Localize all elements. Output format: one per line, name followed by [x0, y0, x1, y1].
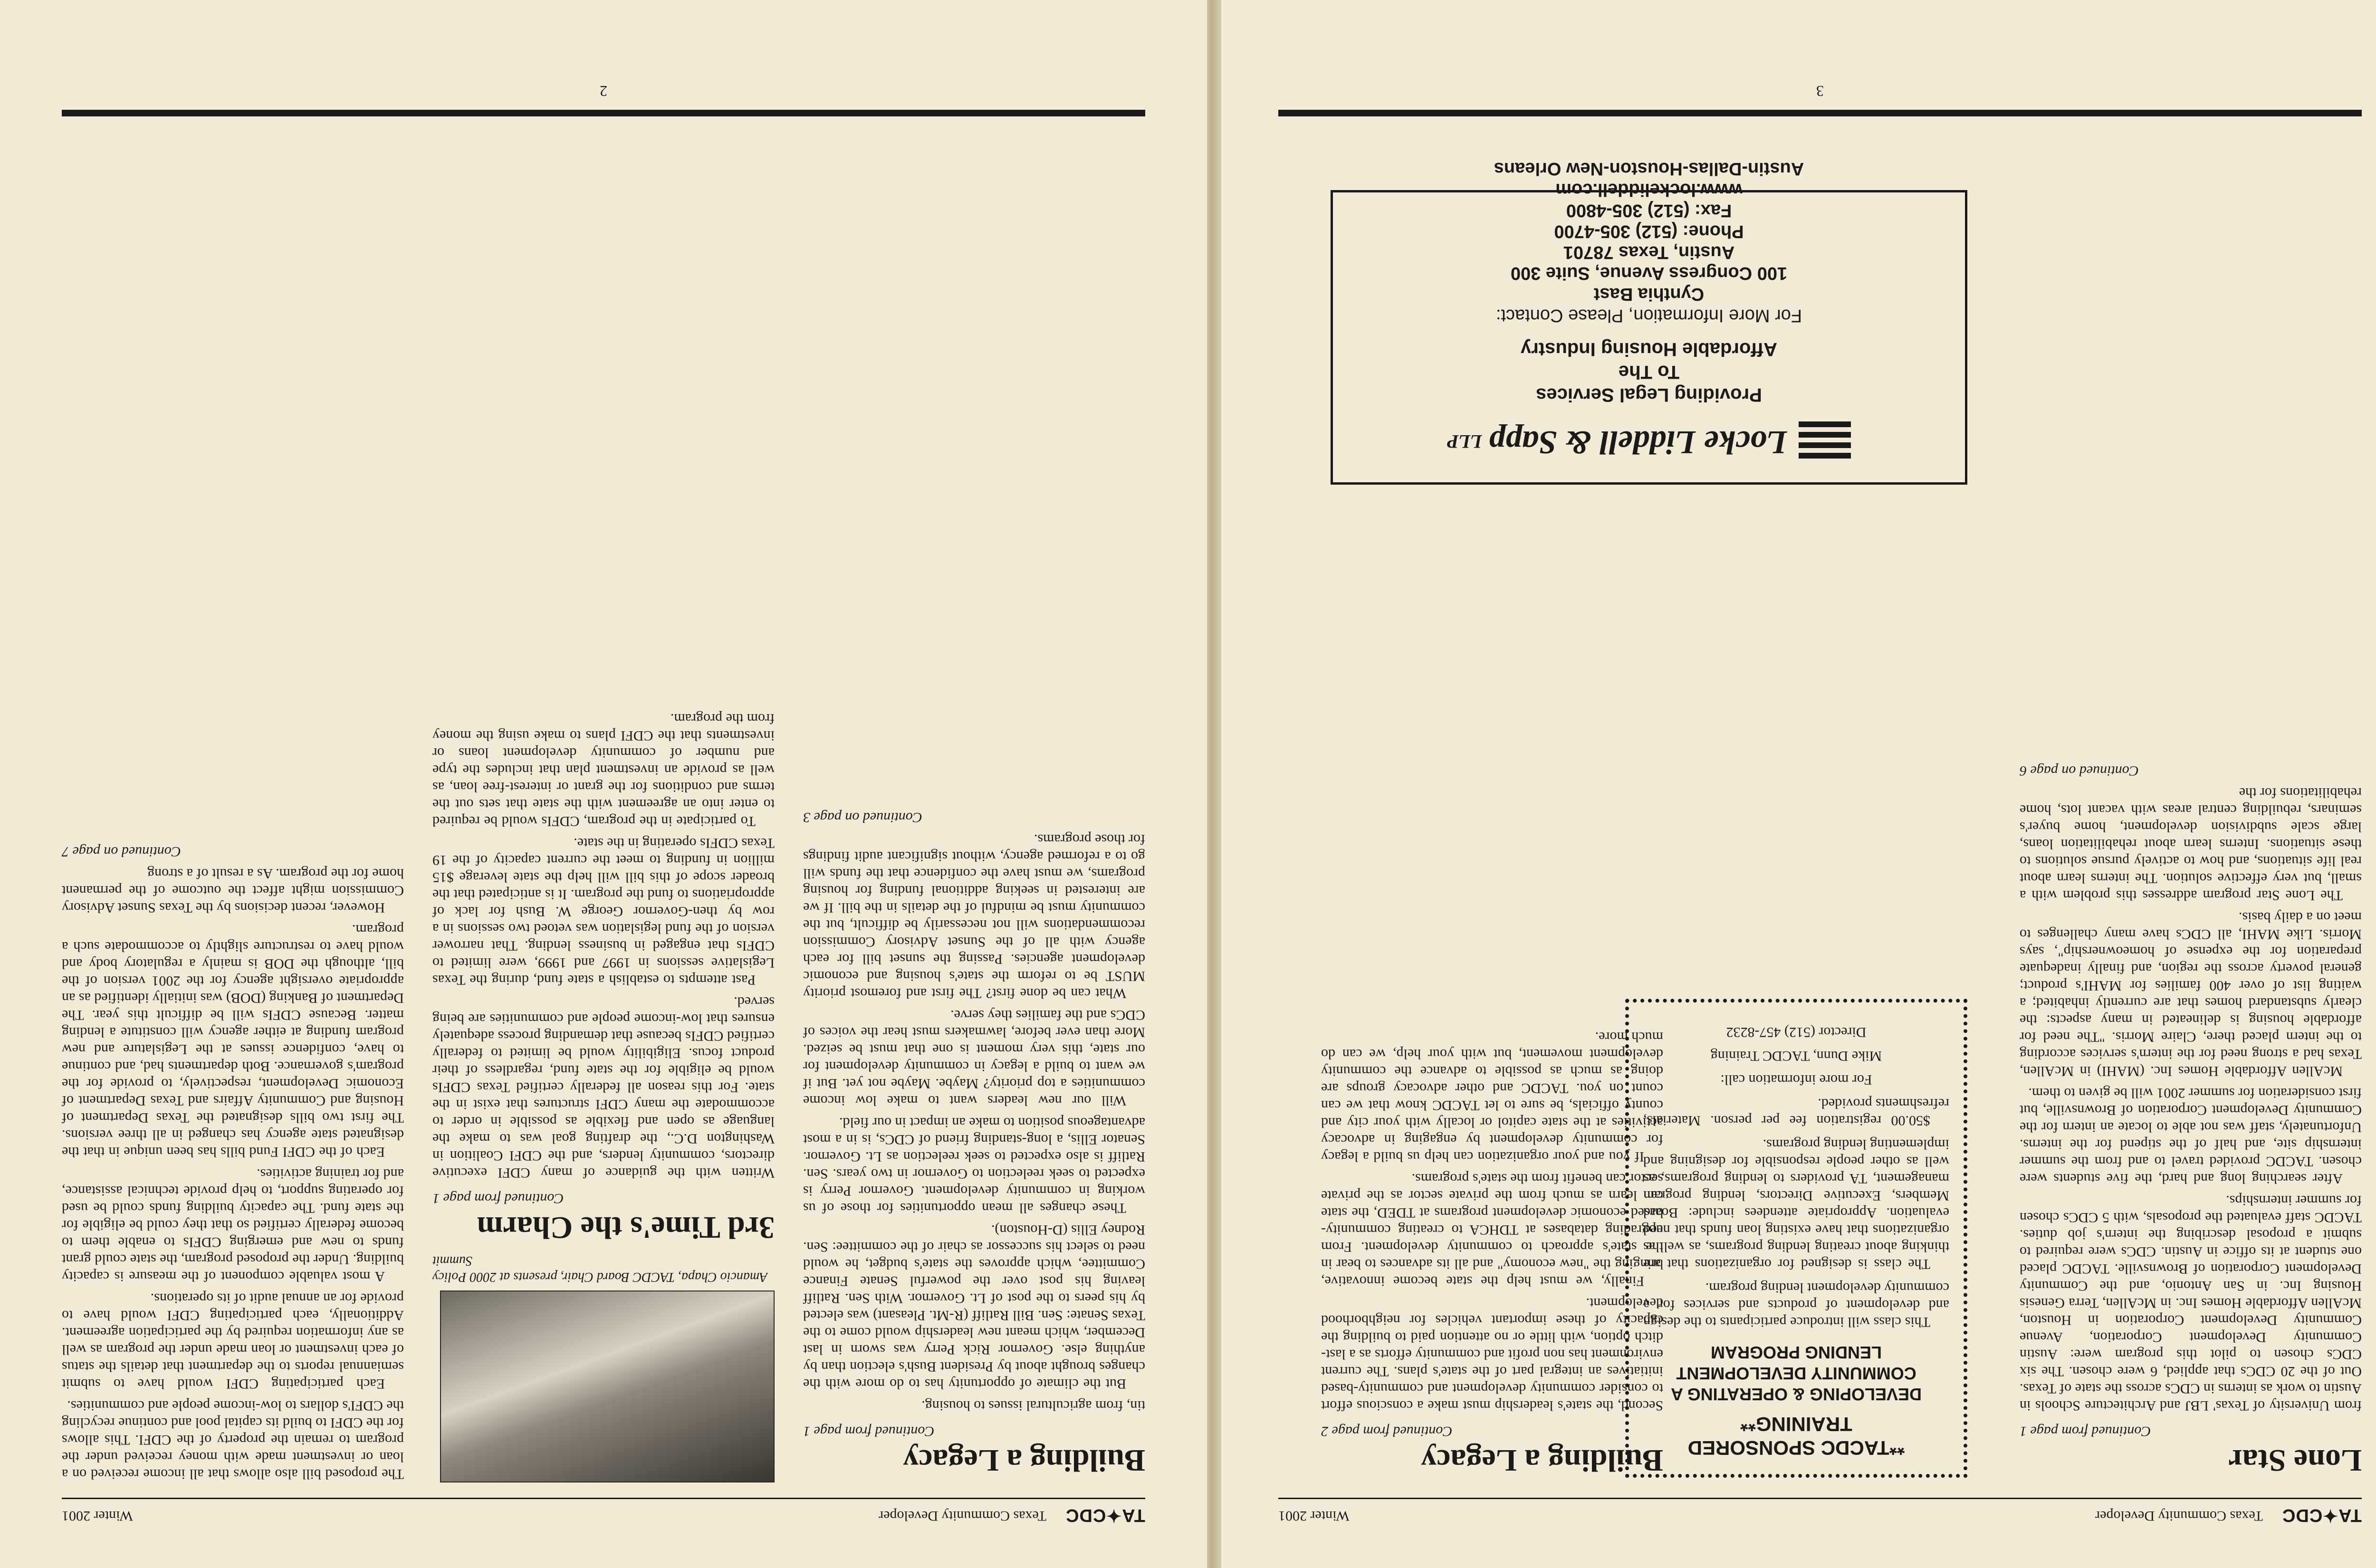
firm-logo-icon: [1799, 421, 1851, 463]
column-third-time-cont: [62, 133, 404, 1482]
paragraph: But the climate of opportunity has to do more with the changes brought about by President Bush's election than by anything else. Governor Rick Perry was sworn in last December, which meant new leadership would come to the Texas Senate: Sen. Bill Ratliff (R-Mt. Pleasant) was elected by his peers to the post of Lt. Governor. With Sen. Ratliff leaving his post over the powerful Senate Finance Committee, which approves the state's budget, he would need to select his successor as chair of the committee: Sen. Rodney Ellis (D-Houston).: [803, 1222, 1145, 1392]
ad-tagline: Providing Legal Services: [1536, 384, 1762, 405]
issue-date: Winter 2001: [1278, 1508, 1350, 1524]
tacdc-logo: TA✦CDC: [2281, 1505, 2362, 1526]
continued-on: Continued on page 6: [2020, 763, 2139, 779]
column-training: [1625, 513, 1967, 1482]
ad-fax: Fax: (512) 305-4800: [1566, 201, 1732, 220]
paragraph: After searching long and hard, the five students were chosen. TACDC provided travel to and from the summer internship site, and half of the stipend for the interns. Unfortunately, staff was not able to locate an intern for the Community Development Corporation of Brownsville, but first consideration for summer 2001 will be given to them.: [2020, 1085, 2362, 1186]
headline-lone-star: Lone Star: [2228, 1443, 2362, 1478]
continued-from: Continued from page 1: [432, 1191, 564, 1206]
masthead-rule: [62, 1498, 1145, 1499]
photo-caption: Amancio Chapa, TACDC Board Chair, presents at 2000 Policy Summit: [432, 1253, 768, 1284]
masthead-rule: [1278, 1498, 2362, 1499]
paragraph: These changes all mean opportunities for those of us working in community development. Governor Perry is expected to seek reelection to Governor in two years. Sen. Ratliff is also expected to seek reelection as Lt. Governor. Senator Ellis, a long-standing friend of CDCs, is in a most advantageous position to make an impact in our field.: [803, 1115, 1145, 1216]
masthead: [1278, 1501, 2362, 1530]
masthead: [62, 1501, 1145, 1530]
column-building-legacy: [803, 133, 1145, 1482]
headline-building-legacy: Building a Legacy: [1421, 1443, 1663, 1478]
paragraph: McAllen Affordable Homes Inc. (MAHI) in McAllen, Texas had a strong need for the intern's services according to the intern placed there, Claire Morris. "The need for affordable housing is delineated in many aspects: the clearly substandard homes that are currently inhabited; a waiting list of over 400 families for MAHI's product; general poverty across the region, and finally inadequate preparation for the expense of homeownership", says Morris. Like MAHI, all CDCs have many challenges to meet on a daily basis.: [2020, 909, 2362, 1079]
column-lone-star: [2020, 133, 2362, 1482]
paragraph: A most valuable component of the measure is capacity building. Under the proposed program, the state could grant funds to new and emerging CDFIs to enable them to become federally certified so that they could be eligible for the state fund. The capacity building funds could be used for operating support, to help provide technical assistance, and for training activities.: [62, 1166, 404, 1284]
headline-building-legacy: Building a Legacy: [903, 1443, 1145, 1478]
training-subtitle: DEVELOPING & OPERATING A COMMUNITY DEVELOPMENT LENDING PROGRAM: [1670, 1343, 1922, 1404]
paragraph: $50.00 registration fee per person. Materials, refreshments provided.: [1643, 1096, 1949, 1128]
ad-website: www.lockeliddell.com: [1555, 180, 1743, 200]
ad-tagline: To The: [1618, 362, 1680, 382]
ad-contact-intro: For More Information, Please Contact:: [1495, 306, 1802, 325]
training-title: **TACDC SPONSORED TRAINING**: [1687, 1413, 1905, 1459]
continued-on: Continued on page 3: [803, 810, 922, 825]
paragraph: Each of the CDFI Fund bills has been unique in that the designated state agency has changed in all three versions. The first two bills designated the Texas Department of Housing and Community Affairs and Texas Department of Economic Development, respectively, to provide for the program's governance. Both departments had, and continue to have, confidence issues at the Legislature and new program funding at either agency will constitute a lending matter. Because CDFIs will be difficult this year. The Department of Banking (DOB) was initially identified as an appropriate oversight agency for the 2001 version of the bill, although the DOB is mainly a regulatory body and would have to restructure slightly to accommodate such a program.: [62, 922, 404, 1160]
continued-on: Continued on page 7: [62, 844, 181, 860]
paragraph: from University of Texas' LBJ and Architecture Schools in Austin to work as interns in CDCs across the state of Texas. Out of the 20 CDCs that applied, 6 were chosen. The six CDCs chosen to pilot this program were: Austin Community Development Corporation, Avenue Community Development Corporation in Houston, McAllen Affordable Homes Inc. in McAllen, Terra Genesis Housing Inc. in San Antonio, and the Community Development Corporation of Brownsville. TACDC placed one student at its office in Austin. CDCs were required to submit a proposal describing the intern's job duties. TACDC staff evaluated the proposals, with 5 CDCs chosen for summer internships.: [2020, 1193, 2362, 1414]
paragraph: Past attempts to establish a state fund, during the Texas Legislative sessions in 1997 and 1999, were limited to CDFIs that engaged in business lending. That narrower version of the fund legislation was vetoed two sessions in a row by then-Governor George W. Bush for lack of appropriations to fund the program. It is anticipated that the broader scope of this bill will help the state leverage $15 million in funding to meet the current capacity of the 19 Texas CDFIs operating in the state.: [432, 835, 775, 988]
ad-contact-name: Cynthia Bast: [1593, 284, 1705, 304]
contact-line: Mike Dunn, TACDC Training: [1710, 1048, 1882, 1064]
continued-from: Continued from page 2: [1321, 1424, 1453, 1439]
continued-from: Continued from page 1: [803, 1424, 935, 1439]
ad-tagline: Affordable Housing Industry: [1521, 339, 1777, 360]
paragraph: If you and your organization can help us build a legacy for community development by engaging in advocacy activities at the state capitol or locally with your city and county officials, be sure to let TACDC know that we can count on you. TACDC and other advocacy groups are doing as much as possible to advance the community development movement, but with your help, we can do much more.: [1321, 1029, 1663, 1165]
issue-date: Winter 2001: [62, 1508, 133, 1524]
paragraph: Second, the state's leadership must make a conscious effort to consider community development and community-based initiatives an integral part of the state's plans. The current environment has non profit and community efforts as a last-ditch option, with little or no attention paid to building the capacity of these important vehicles for neighborhood development.: [1321, 1295, 1663, 1414]
paragraph: The Lone Star program addresses this problem with a small, but very effective solution. The interns learn about real life situations, and how to actively pursue solutions to these situations. Interns learn about rehabilitation loans, large scale subdivision development, home buyer's seminars, rebuilding central areas with vacant lots, home rehabilitations for the: [2020, 785, 2362, 903]
paragraph: Each participating CDFI would have to submit semiannual reports to the department that details the status of each investment or loan made under the program as well as any information required by the participation agreement. Additionally, each participating CDFI would have to provide for an annual audit of its operations.: [62, 1291, 404, 1392]
paragraph: Written with the guidance of many CDFI executive directors, community lenders, and the CDFI Coalition in Washington D.C., the drafting goal was to make the language as open and flexible as possible in order to accommodate the many CDFI structures that exist in the state. For this reason all federally certified Texas CDFIs would be eligible for the state fund, regardless of their product focus. Eligibility would be limited to federally certified CDFIs because that demanding process adequately ensures that low-income people and communities are being served.: [432, 994, 775, 1181]
firm-suffix: LLP: [1447, 431, 1482, 453]
continued-from: Continued from page 1: [2020, 1424, 2151, 1439]
column-third-time: [432, 133, 775, 1482]
paragraph: Finally, we must help the state become innovative, bringing the "new economy" and all its advances to bear in the state's approach to community development. From upgrading databases at TDHCA to creating community-based economic development programs at TDED, the state can learn as much from the private sector as the private sector can benefit from the state's programs.: [1321, 1171, 1663, 1289]
paragraph: Will our new leaders want to make low income communities a top priority? Maybe. Maybe not yet. But if we want to build a legacy in community development for our state, this very moment is one that must be seized. More than ever before, lawmakers must hear the voices of CDCs and the families they serve.: [803, 1007, 1145, 1109]
paragraph: What can be done first? The first and foremost priority MUST be to reform the state's housing and economic development agencies. Passing the sunset bill for each agency with all of the Sunset Advisory Commission recommendations will not necessarily be difficult, but the community must be mindful of the details in the bill. If we are interested in seeking additional funding for housing programs, we must have the confidence that the funds will go to a reformed agency, without significant audit findings for those programs.: [803, 832, 1145, 1001]
publication-name: Texas Community Developer: [2095, 1508, 2263, 1524]
law-firm-ad: [1331, 159, 1967, 485]
contact-line: Director (512) 457-8232: [1726, 1024, 1867, 1040]
footer-rule: [1278, 110, 2362, 116]
column-building-legacy-cont: [1321, 513, 1663, 1482]
training-box: [1625, 999, 1967, 1478]
paragraph: For more information call:: [1720, 1072, 1872, 1088]
headline-third-time: 3rd Time's the Charm: [477, 1210, 775, 1245]
paragraph: The proposed bill also allows that all income received on a loan or investment made with money received under the program to remain the property of the CDFI. This allows for the CDFI to build its capital pool and continue recycling the CDFI's dollars to low-income people and communities.: [62, 1398, 404, 1482]
paragraph: The class is designed for organizations that are thinking about creating lending programs, as well as organizations that have existing loan funds that need evaluation. Appropriate attendees include: Board Members, Executive Directors, lending program management, TA providers to lending programs, as well as other people responsible for designing and implementing lending programs.: [1643, 1137, 1949, 1272]
page-number: 2: [600, 83, 607, 100]
footer-rule: [62, 110, 1145, 116]
ad-offices: Austin-Dallas-Houston-New Orleans: [1494, 159, 1804, 179]
paragraph: This class will introduce participants to the design and development of products and services for a community development lending program.: [1643, 1280, 1949, 1330]
ad-address: Austin, Texas 78701: [1563, 242, 1735, 262]
paragraph: However, recent decisions by the Texas Sunset Advisory Commission might affect the outcome of the permanent home for the program. As a result of a strong: [62, 866, 404, 916]
ad-address: 100 Congress Avenue, Suite 300: [1510, 263, 1788, 283]
publication-name: Texas Community Developer: [879, 1508, 1046, 1524]
summit-photo: [440, 1291, 775, 1482]
ad-phone: Phone: (512) 305-4700: [1554, 221, 1744, 241]
firm-name: Locke Liddell & Sapp: [1488, 424, 1787, 460]
paragraph: To participate in the program, CDFIs would be required to enter into an agreement with the state that sets out the terms and conditions for the grant or interest-free loan, as well as provide an investment plan that includes the type and number of community development loans or investments that the CDFI plans to make using the money from the program.: [432, 711, 775, 829]
page-number: 3: [1816, 83, 1824, 100]
paragraph: tin, from agricultural issues to housing.: [921, 1398, 1145, 1414]
page-3: [1217, 0, 2376, 1568]
tacdc-logo: TA✦CDC: [1065, 1505, 1145, 1526]
